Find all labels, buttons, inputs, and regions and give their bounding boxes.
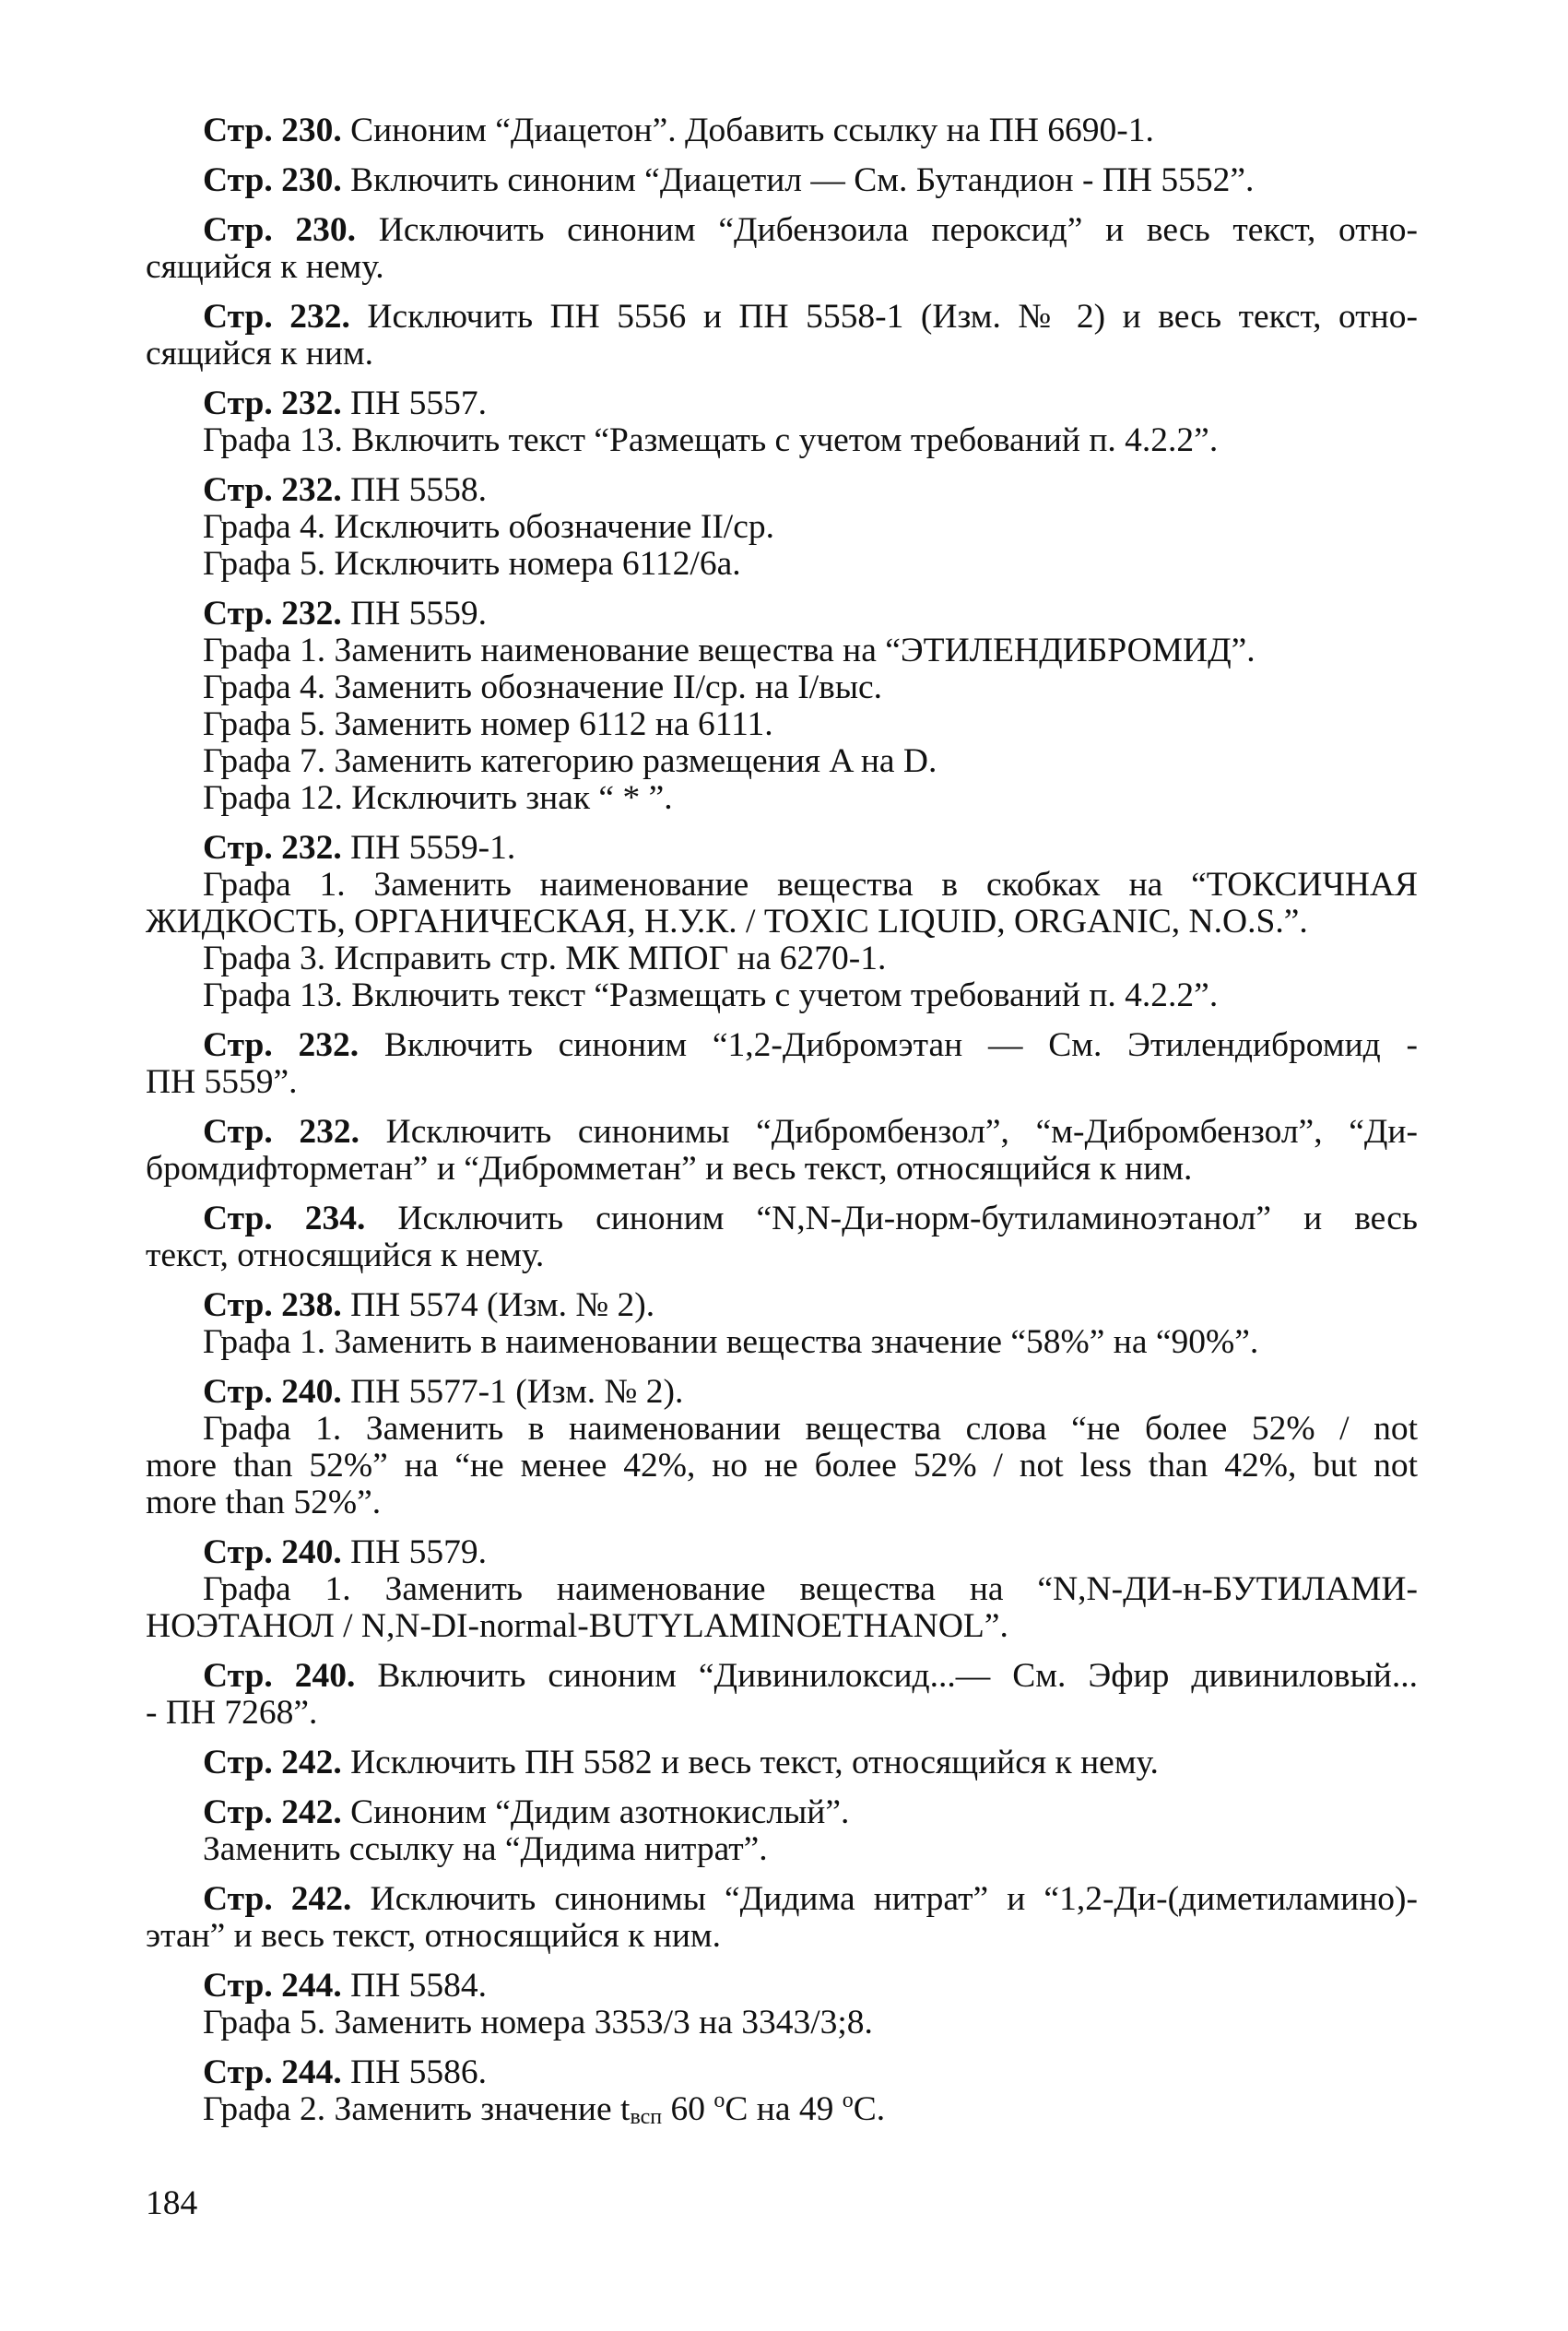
- temperature-line-sub: всп: [630, 2105, 663, 2129]
- amendment-entry: [146, 112, 1418, 149]
- text-line: [146, 904, 1418, 941]
- page-reference: Стр. 244.: [203, 2053, 342, 2091]
- line-text: ПН 5586.: [341, 2053, 487, 2091]
- line-text: Графа 7. Заменить категорию размещения A на D.: [203, 742, 937, 780]
- line-text: бромдифторметан” и “Дибромметан” и весь текст, относящийся к ним.: [146, 1150, 1193, 1188]
- line-text: Включить синоним “Дивинилоксид...— См. Эфир дивиниловый...: [355, 1657, 1418, 1695]
- page-reference: Стр. 240.: [203, 1373, 342, 1411]
- text-line: [146, 422, 1418, 459]
- document-body: [146, 112, 1418, 2141]
- line-text: ПН 5559.: [341, 595, 487, 633]
- page-reference: Стр. 230.: [203, 161, 342, 199]
- line-text: Графа 1. Заменить наименование вещества на “N,N-ДИ-н-БУТИЛАМИ-: [203, 1570, 1418, 1608]
- temperature-line-before: Графа 2. Заменить значение t: [203, 2090, 631, 2128]
- text-line: [146, 867, 1418, 904]
- page-reference: Стр. 234.: [203, 1200, 366, 1237]
- amendment-entry: [146, 1881, 1418, 1955]
- temperature-line-mid1: 60: [662, 2090, 714, 2128]
- text-line: [146, 1114, 1418, 1151]
- text-line: [146, 1918, 1418, 1955]
- line-text: Синоним “Дидим азотнокислый”.: [341, 1793, 850, 1831]
- line-text: ПН 5584.: [341, 1967, 487, 2005]
- amendment-entry: [146, 1658, 1418, 1732]
- line-text: Исключить синоним “Дибензоила пероксид” и весь текст, отно-: [356, 211, 1418, 249]
- line-text: - ПН 7268”.: [146, 1694, 318, 1732]
- amendment-entry: [146, 1027, 1418, 1101]
- text-line: [146, 1027, 1418, 1064]
- line-text: Исключить ПН 5556 и ПН 5558-1 (Изм. № 2) и весь текст, отно-: [349, 298, 1418, 336]
- temperature-line-mid2: C на 49: [725, 2090, 843, 2128]
- page-reference: Стр. 244.: [203, 1967, 342, 2005]
- text-line: [146, 472, 1418, 509]
- page-reference: Стр. 242.: [203, 1744, 342, 1781]
- text-line-temperature: [146, 2088, 1418, 2129]
- page-reference: Стр. 232.: [203, 829, 342, 867]
- line-text: ПН 5558.: [341, 471, 487, 509]
- line-text: сящийся к нему.: [146, 248, 384, 286]
- text-line: [146, 1374, 1418, 1411]
- text-line: [146, 596, 1418, 633]
- text-line: [146, 546, 1418, 583]
- text-line: [146, 1237, 1418, 1274]
- text-line: [146, 706, 1418, 743]
- page-reference: Стр. 240.: [203, 1533, 342, 1571]
- line-text: ПН 5577-1 (Изм. № 2).: [341, 1373, 684, 1411]
- text-line: [146, 1831, 1418, 1868]
- amendment-entry: [146, 212, 1418, 286]
- text-line: [146, 1571, 1418, 1608]
- text-line: [146, 1151, 1418, 1188]
- text-line: [146, 830, 1418, 867]
- line-text: Графа 1. Заменить наименование вещества в скобках на “ТОКСИЧНАЯ: [203, 866, 1418, 904]
- temperature-line-deg2: o: [842, 2088, 854, 2112]
- amendment-entry: [146, 162, 1418, 199]
- text-line: [146, 1411, 1418, 1448]
- line-text: ПН 5559-1.: [341, 829, 516, 867]
- text-line: [146, 1794, 1418, 1831]
- line-text: more than 52%” на “не менее 42%, но не более 52% / not less than 42%, but not: [146, 1447, 1418, 1485]
- temperature-line-deg1: o: [713, 2088, 725, 2112]
- page-reference: Стр. 232.: [203, 385, 342, 422]
- line-text: Графа 5. Исключить номера 6112/6а.: [203, 545, 741, 583]
- text-line: [146, 249, 1418, 286]
- line-text: Исключить ПН 5582 и весь текст, относящийся к нему.: [341, 1744, 1159, 1781]
- text-line: [146, 2054, 1418, 2091]
- amendment-entry: [146, 1794, 1418, 1868]
- line-text: ЖИДКОСТЬ, ОРГАНИЧЕСКАЯ, Н.У.К. / TOXIC LIQUID, ORGANIC, N.O.S.”.: [146, 903, 1308, 941]
- text-line: [146, 1485, 1418, 1521]
- line-text: Графа 1. Заменить в наименовании вещества значение “58%” на “90%”.: [203, 1323, 1259, 1361]
- amendment-entry: [146, 1287, 1418, 1361]
- temperature-line-after: C.: [853, 2090, 886, 2128]
- text-line: [146, 1448, 1418, 1485]
- page-reference: Стр. 232.: [203, 1113, 360, 1151]
- line-text: Синоним “Диацетон”. Добавить ссылку на ПН 6690-1.: [341, 112, 1154, 149]
- amendment-entry: [146, 596, 1418, 817]
- text-line: [146, 1608, 1418, 1645]
- amendment-entry: [146, 1114, 1418, 1188]
- amendment-entry: [146, 1745, 1418, 1781]
- line-text: Исключить синонимы “Дидима нитрат” и “1,2-Ди-(диметиламино)-: [351, 1880, 1418, 1918]
- text-line: [146, 941, 1418, 977]
- page-reference: Стр. 242.: [203, 1793, 342, 1831]
- text-line: [146, 633, 1418, 669]
- amendment-entry: [146, 1534, 1418, 1645]
- line-text: Заменить ссылку на “Дидима нитрат”.: [203, 1830, 768, 1868]
- page-reference: Стр. 232.: [203, 1026, 360, 1064]
- line-text: сящийся к ним.: [146, 335, 374, 373]
- text-line: [146, 780, 1418, 817]
- line-text: Графа 1. Заменить наименование вещества на “ЭТИЛЕНДИБРОМИД”.: [203, 632, 1256, 669]
- amendment-entry: [146, 1374, 1418, 1521]
- text-line: [146, 162, 1418, 199]
- text-line: [146, 299, 1418, 336]
- amendment-entry: [146, 1968, 1418, 2041]
- text-line: [146, 669, 1418, 706]
- line-text: Графа 1. Заменить в наименовании вещества слова “не более 52% / not: [203, 1410, 1418, 1448]
- page-number: 184: [146, 2184, 198, 2222]
- page-reference: Стр. 232.: [203, 471, 342, 509]
- text-line: [146, 509, 1418, 546]
- line-text: этан” и весь текст, относящийся к ним.: [146, 1917, 721, 1955]
- line-text: Графа 12. Исключить знак “ * ”.: [203, 779, 673, 817]
- line-text: Графа 5. Заменить номер 6112 на 6111.: [203, 705, 773, 743]
- line-text: Графа 4. Исключить обозначение II/ср.: [203, 508, 774, 546]
- page-reference: Стр. 242.: [203, 1880, 352, 1918]
- text-line: [146, 1968, 1418, 2005]
- page-reference: Стр. 240.: [203, 1657, 356, 1695]
- page-reference: Стр. 238.: [203, 1286, 342, 1324]
- text-line: [146, 336, 1418, 373]
- text-line: [146, 385, 1418, 422]
- line-text: Включить синоним “1,2-Дибромэтан — См. Этилендибромид -: [359, 1026, 1418, 1064]
- line-text: ПН 5557.: [341, 385, 487, 422]
- page-reference: Стр. 232.: [203, 595, 342, 633]
- line-text: Исключить синонимы “Дибромбензол”, “м-Дибромбензол”, “Ди-: [359, 1113, 1418, 1151]
- line-text: Включить синоним “Диацетил — См. Бутандион - ПН 5552”.: [341, 161, 1255, 199]
- line-text: НОЭТАНОЛ / N,N-DI-normal-BUTYLAMINOETHANOL”.: [146, 1607, 1008, 1645]
- amendment-entry: [146, 299, 1418, 373]
- amendment-entry: [146, 385, 1418, 459]
- page-reference: Стр. 230.: [203, 211, 357, 249]
- line-text: Графа 4. Заменить обозначение II/ср. на I/выс.: [203, 669, 883, 706]
- line-text: more than 52%”.: [146, 1484, 382, 1521]
- line-text: ПН 5559”.: [146, 1063, 298, 1101]
- text-line: [146, 1201, 1418, 1237]
- page-reference: Стр. 230.: [203, 112, 342, 149]
- page-reference: Стр. 232.: [203, 298, 350, 336]
- line-text: Графа 13. Включить текст “Размещать с учетом требований п. 4.2.2”.: [203, 976, 1219, 1014]
- text-line: [146, 1745, 1418, 1781]
- text-line: [146, 743, 1418, 780]
- line-text: Графа 3. Исправить стр. МК МПОГ на 6270-1.: [203, 940, 887, 977]
- amendment-entry: [146, 1201, 1418, 1274]
- amendment-entry: [146, 472, 1418, 583]
- text-line: [146, 1534, 1418, 1571]
- text-line: [146, 2005, 1418, 2041]
- text-line: [146, 977, 1418, 1014]
- text-line: [146, 212, 1418, 249]
- line-text: ПН 5574 (Изм. № 2).: [341, 1286, 655, 1324]
- text-line: [146, 112, 1418, 149]
- line-text: текст, относящийся к нему.: [146, 1236, 545, 1274]
- text-line: [146, 1695, 1418, 1732]
- text-line: [146, 1287, 1418, 1324]
- line-text: Исключить синоним “N,N-Ди-норм-бутиламиноэтанол” и весь: [365, 1200, 1418, 1237]
- amendment-entry: [146, 2054, 1418, 2128]
- text-line: [146, 1881, 1418, 1918]
- line-text: Графа 5. Заменить номера 3353/3 на 3343/3;8.: [203, 2004, 873, 2041]
- text-line: [146, 1324, 1418, 1361]
- line-text: ПН 5579.: [341, 1533, 487, 1571]
- text-line: [146, 1064, 1418, 1101]
- text-line: [146, 1658, 1418, 1695]
- amendment-entry: [146, 830, 1418, 1014]
- line-text: Графа 13. Включить текст “Размещать с учетом требований п. 4.2.2”.: [203, 421, 1219, 459]
